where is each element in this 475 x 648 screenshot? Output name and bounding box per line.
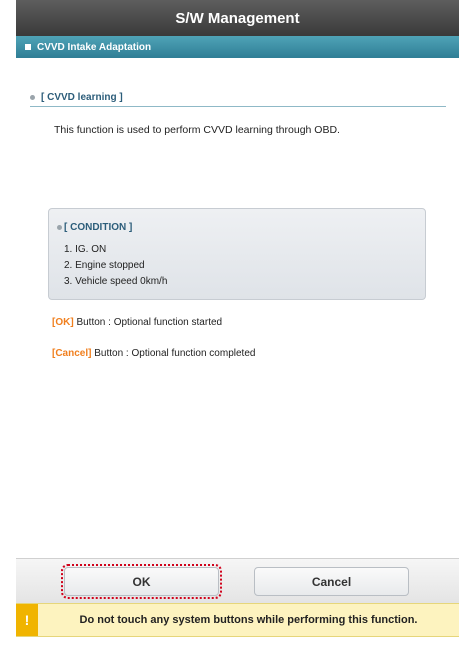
condition-item: 2. Engine stopped: [64, 260, 145, 271]
ok-button[interactable]: OK: [64, 567, 219, 596]
warning-icon: !: [16, 604, 38, 636]
function-description: This function is used to perform CVVD learning through OBD.: [54, 124, 340, 136]
condition-heading: [57, 222, 132, 233]
sub-header: [16, 36, 459, 58]
bullet-dot-icon: [57, 225, 62, 230]
window-title-text: S/W Management: [175, 9, 300, 27]
sub-header-text: CVVD Intake Adaptation: [37, 41, 152, 53]
condition-box: [48, 208, 426, 300]
ok-note-text: Button : Optional function started: [73, 317, 223, 328]
cancel-note-tag: [Cancel]: [52, 348, 92, 359]
cancel-note-text: Button : Optional function completed: [91, 348, 256, 359]
ok-note-tag: [OK]: [52, 317, 74, 328]
app-window: [16, 0, 459, 648]
window-title: [16, 0, 459, 36]
button-bar: [16, 558, 459, 603]
condition-item: 3. Vehicle speed 0km/h: [64, 276, 168, 287]
warning-text: Do not touch any system buttons while performing this function.: [79, 614, 418, 626]
ok-note: [52, 317, 222, 328]
warning-bar: [16, 603, 459, 637]
section-heading-text: [ CVVD learning ]: [41, 91, 123, 103]
cancel-note: [52, 348, 255, 359]
section-heading: [30, 88, 446, 107]
square-bullet-icon: [25, 44, 31, 50]
condition-heading-text: [ CONDITION ]: [64, 222, 133, 233]
cancel-button[interactable]: Cancel: [254, 567, 409, 596]
bullet-dot-icon: [30, 95, 35, 100]
condition-item: 1. IG. ON: [64, 244, 107, 255]
